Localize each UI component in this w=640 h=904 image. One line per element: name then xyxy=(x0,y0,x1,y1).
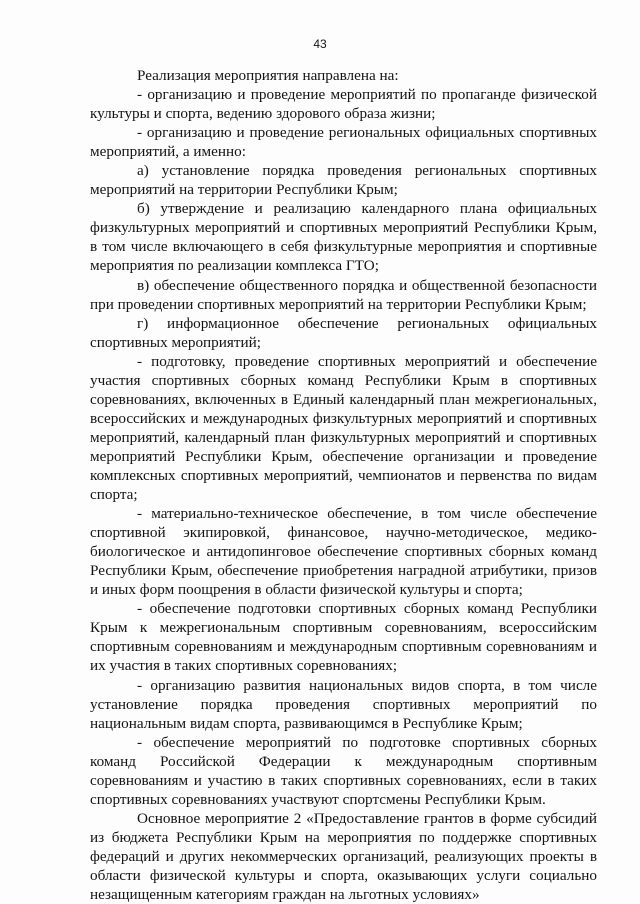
document-body xyxy=(90,66,597,904)
paragraph-russian-teams: - обеспечение мероприятий по подготовке спортивных сборных команд Российской Федерации к международным спортивным соревнованиям и участию в таких спортивных соревнованиях, если в таких спортивных соревнованиях участвуют спортсмены Республики Крым. xyxy=(90,733,597,808)
paragraph-regional-events: - организацию и проведение региональных официальных спортивных мероприятий, а именно: xyxy=(90,124,597,161)
paragraph-item-v: в) обеспечение общественного порядка и общественной безопасности при проведении спортивных мероприятий на территории Республики Крым; xyxy=(90,276,597,313)
page-number: 43 xyxy=(313,37,327,51)
paragraph-material-support: - материально-техническое обеспечение, в том числе обеспечение спортивной экипировкой, финансовое, научно-методическое, медико-биологическое и антидопинговое обеспечение спортивных сборных команд Республики Крым, обеспечение приобретения наградной атрибутики, призов и иных форм поощрения в области физической культуры и спорта; xyxy=(90,505,597,599)
paragraph-main-event-2: Основное мероприятие 2 «Предоставление грантов в форме субсидий из бюджета Республики Крым на мероприятия по поддержке спортивных федераций и других некоммерческих организаций, реализующих проекты в области физической культуры и спорта, оказывающих услуги социально незащищенным категориям граждан на льготных условиях» xyxy=(90,809,597,904)
paragraph-item-g: г) информационное обеспечение региональных официальных спортивных мероприятий; xyxy=(90,314,597,351)
paragraph-item-a: а) установление порядка проведения региональных спортивных мероприятий на территории Республики Крым; xyxy=(90,162,597,199)
paragraph-team-training: - обеспечение подготовки спортивных сборных команд Республики Крым к межрегиональным спортивным соревнованиям, всероссийским спортивным соревнованиям и международным спортивным соревнованиям и их участия в таких спортивных соревнованиях; xyxy=(90,600,597,675)
paragraph-item-b: б) утверждение и реализацию календарного плана официальных физкультурных мероприятий и спортивных мероприятий Республики Крым, в том числе включающего в себя физкультурные мероприятия и спортивные мероприятия по реализации комплекса ГТО; xyxy=(90,200,597,275)
paragraph-preparation: - подготовку, проведение спортивных мероприятий и обеспечение участия спортивных сборных команд Республики Крым в спортивных соревнованиях, включенных в Единый календарный план межрегиональных, всероссийских и международных физкультурных мероприятий и спортивных мероприятий, календарный план физкультурных мероприятий и спортивных мероприятий Республики Крым, обеспечение организации и проведение комплексных спортивных мероприятий, чемпионатов и первенства по видам спорта; xyxy=(90,352,597,504)
paragraph-intro: Реализация мероприятия направлена на: xyxy=(137,67,399,84)
paragraph-propaganda: - организацию и проведение мероприятий по пропаганде физической культуры и спорта, ведению здорового образа жизни; xyxy=(90,86,597,123)
paragraph-national-sports: - организацию развития национальных видов спорта, в том числе установление порядка проведения спортивных мероприятий по национальным видам спорта, развивающимся в Республике Крым; xyxy=(90,676,597,732)
